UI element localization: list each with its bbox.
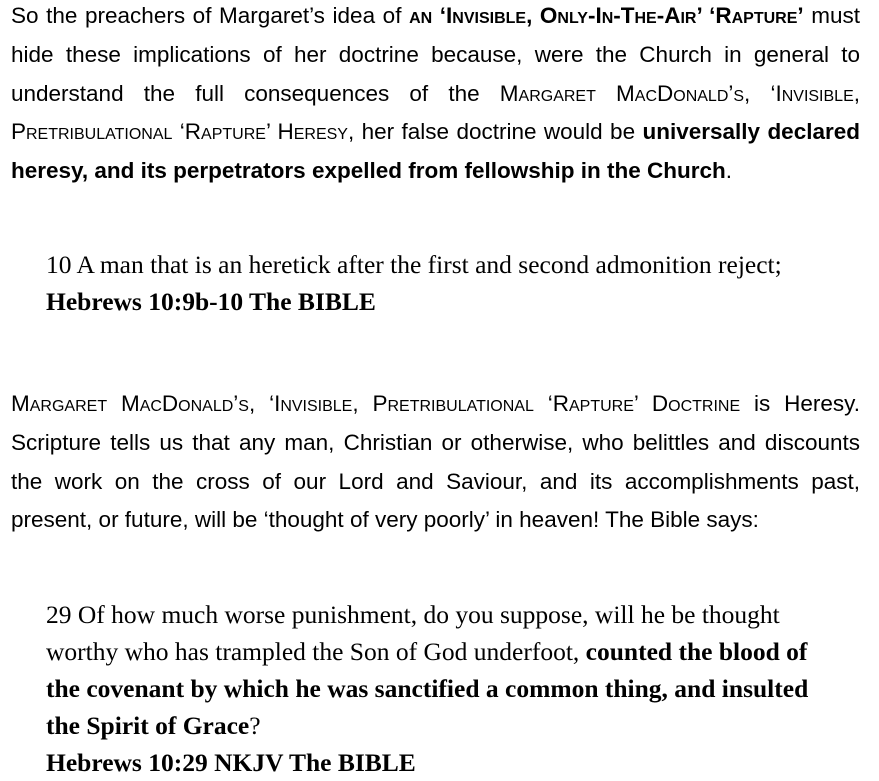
p1-bold-declared: universally declared heresy, and its perpetrators expelled from fellowship in the Church: [11, 119, 860, 184]
quote-2-verse-bold: counted the blood of the covenant by which he was sanctified a common thing, and insulted the Spirit of Grace: [46, 637, 809, 740]
p1-bold-smallcaps: an ‘Invisible, Only-In-The-Air’ ‘Rapture’: [409, 3, 804, 28]
p1-text-1: So the preachers of Margaret’s idea of: [11, 3, 410, 28]
p1-text-2: must hide these implications of her doctrine because, were the Church in general to understand the full consequences of the: [11, 3, 860, 106]
quote-2-verse-end: ?: [249, 711, 261, 740]
p1-text-4: .: [725, 158, 733, 184]
quote-1-verse: 10 A man that is an heretick after the first and second admonition reject;: [46, 250, 782, 279]
quote-block-1: [46, 246, 836, 320]
paragraph-2: [11, 385, 860, 540]
quote-1-reference: Hebrews 10:9b-10 The BIBLE: [46, 287, 376, 316]
quote-2-verse: [46, 596, 836, 744]
quote-block-2: [46, 596, 836, 781]
p2-text-1: is Heresy. Scripture tells us that any man, Christian or otherwise, who belittles and discounts the work on the cross of our Lord and Saviour, and its accomplishments past, present, or future, will be ‘thought of very poorly’ in heaven! The Bible says:: [11, 391, 860, 533]
quote-2-verse-text: 29 Of how much worse punishment, do you suppose, will he be thought worthy who has trampled the Son of God underfoot,: [46, 600, 780, 666]
p2-smallcaps-doctrine: Margaret MacDonald’s, ‘Invisible, Pretribulational ‘Rapture’ Doctrine: [11, 391, 741, 416]
paragraph-1: [11, 0, 860, 191]
p1-text-3: , her false doctrine would be: [347, 119, 643, 145]
p1-smallcaps-heresy: Margaret MacDonald’s, ‘Invisible, Pretribulational ‘Rapture’ Heresy: [11, 80, 860, 145]
quote-2-reference: Hebrews 10:29 NKJV The BIBLE: [46, 748, 416, 777]
